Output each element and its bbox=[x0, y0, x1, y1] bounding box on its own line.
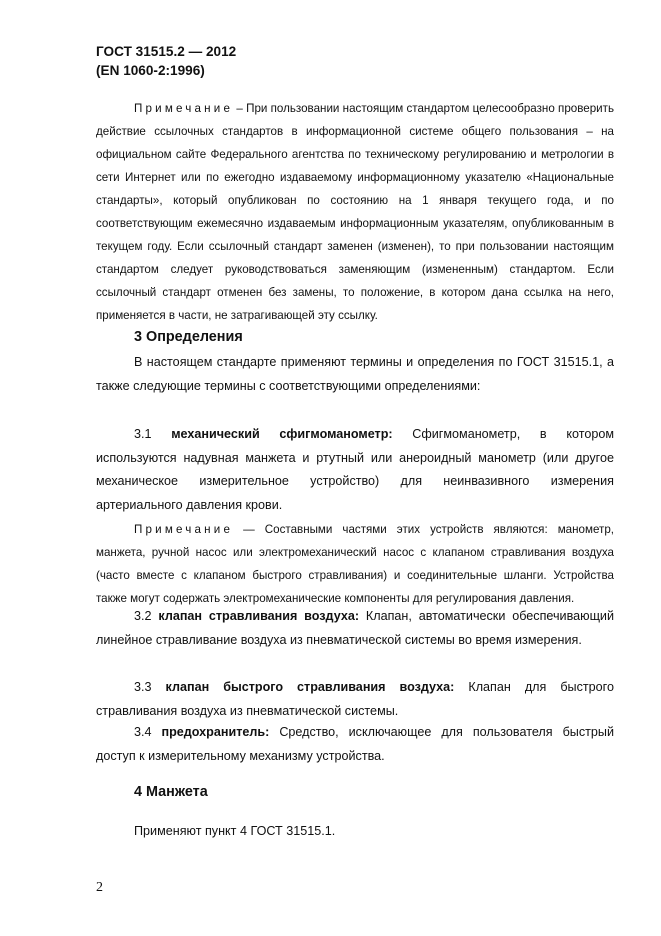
definition-term: предохранитель: bbox=[161, 725, 270, 739]
definition-3-2 bbox=[96, 605, 614, 652]
definition-number: 3.4 bbox=[134, 725, 162, 739]
section-3-heading: 3 Определения bbox=[134, 329, 243, 345]
note-text: – При пользовании настоящим стандартом целесообразно проверить действие ссылочных стандартов в информационной системе общего пользования – на официальном сайте Федерального агентства по техническому регулированию и метрологии в сети Интернет или по ежегодно издаваемому информационному указателю «Национальные стандарты», который опубликован по состоянию на 1 января текущего года, и по соответствующим ежемесячно издаваемым информационным указателям, опубликованным в текущем году. Если ссылочный стандарт заменен (изменен), то при пользовании настоящим стандартом следует руководствоваться заменяющим (измененным) стандартом. Если ссылочный стандарт отменен без замены, то положение, в котором дана ссылка на него, применяется в части, не затрагивающей эту ссылку. bbox=[96, 102, 614, 322]
definition-3-4 bbox=[96, 721, 614, 768]
en-standard-number: (EN 1060-2:1996) bbox=[96, 63, 205, 78]
definition-number: 3.1 bbox=[134, 427, 172, 441]
note-text: — Составными частями этих устройств являются: манометр, манжета, ручной насос или электромеханический насос с клапаном стравливания воздуха (часто вместе с клапаном быстрого стравливания) и соединительные шланги. Устройства также могут содержать электромеханические компоненты для регулирования давления. bbox=[96, 523, 614, 605]
definition-text: Клапан для быстрого стравливания воздуха из пневматической системы. bbox=[96, 680, 615, 718]
note-components bbox=[96, 518, 614, 610]
definition-3-3 bbox=[96, 676, 614, 723]
definition-term: механический сфигмоманометр: bbox=[171, 427, 393, 441]
section-4-text: Применяют пункт 4 ГОСТ 31515.1. bbox=[134, 824, 336, 838]
definition-text: Средство, исключающее для пользователя быстрый доступ к измерительному механизму устройства. bbox=[96, 725, 614, 763]
definition-number: 3.3 bbox=[134, 680, 166, 694]
section-3-intro: В настоящем стандарте применяют термины и определения по ГОСТ 31515.1, а также следующие термины с соответствующими определениями: bbox=[96, 355, 614, 393]
definition-term: клапан быстрого стравливания воздуха: bbox=[165, 680, 455, 694]
note-label: Примечание bbox=[134, 523, 234, 536]
definition-text: Сфигмоманометр, в котором используются надувная манжета и ртутный или анероидный манометр (или другое механическое измерительное устройство) для неинвазивного измерения артериального давления крови. bbox=[96, 427, 614, 512]
definition-text: Клапан, автоматически обеспечивающий линейное стравливание воздуха из пневматической системы во время измерения. bbox=[96, 609, 614, 647]
definition-term: клапан стравливания воздуха: bbox=[158, 609, 360, 623]
definition-number: 3.2 bbox=[134, 609, 159, 623]
page-number: 2 bbox=[96, 880, 103, 895]
standard-number: ГОСТ 31515.2 — 2012 bbox=[96, 44, 237, 59]
note-references bbox=[96, 97, 614, 327]
note-label: Примечание bbox=[134, 102, 234, 115]
section-4-heading: 4 Манжета bbox=[134, 784, 208, 800]
definition-3-1 bbox=[96, 423, 614, 517]
document-header bbox=[96, 42, 236, 80]
